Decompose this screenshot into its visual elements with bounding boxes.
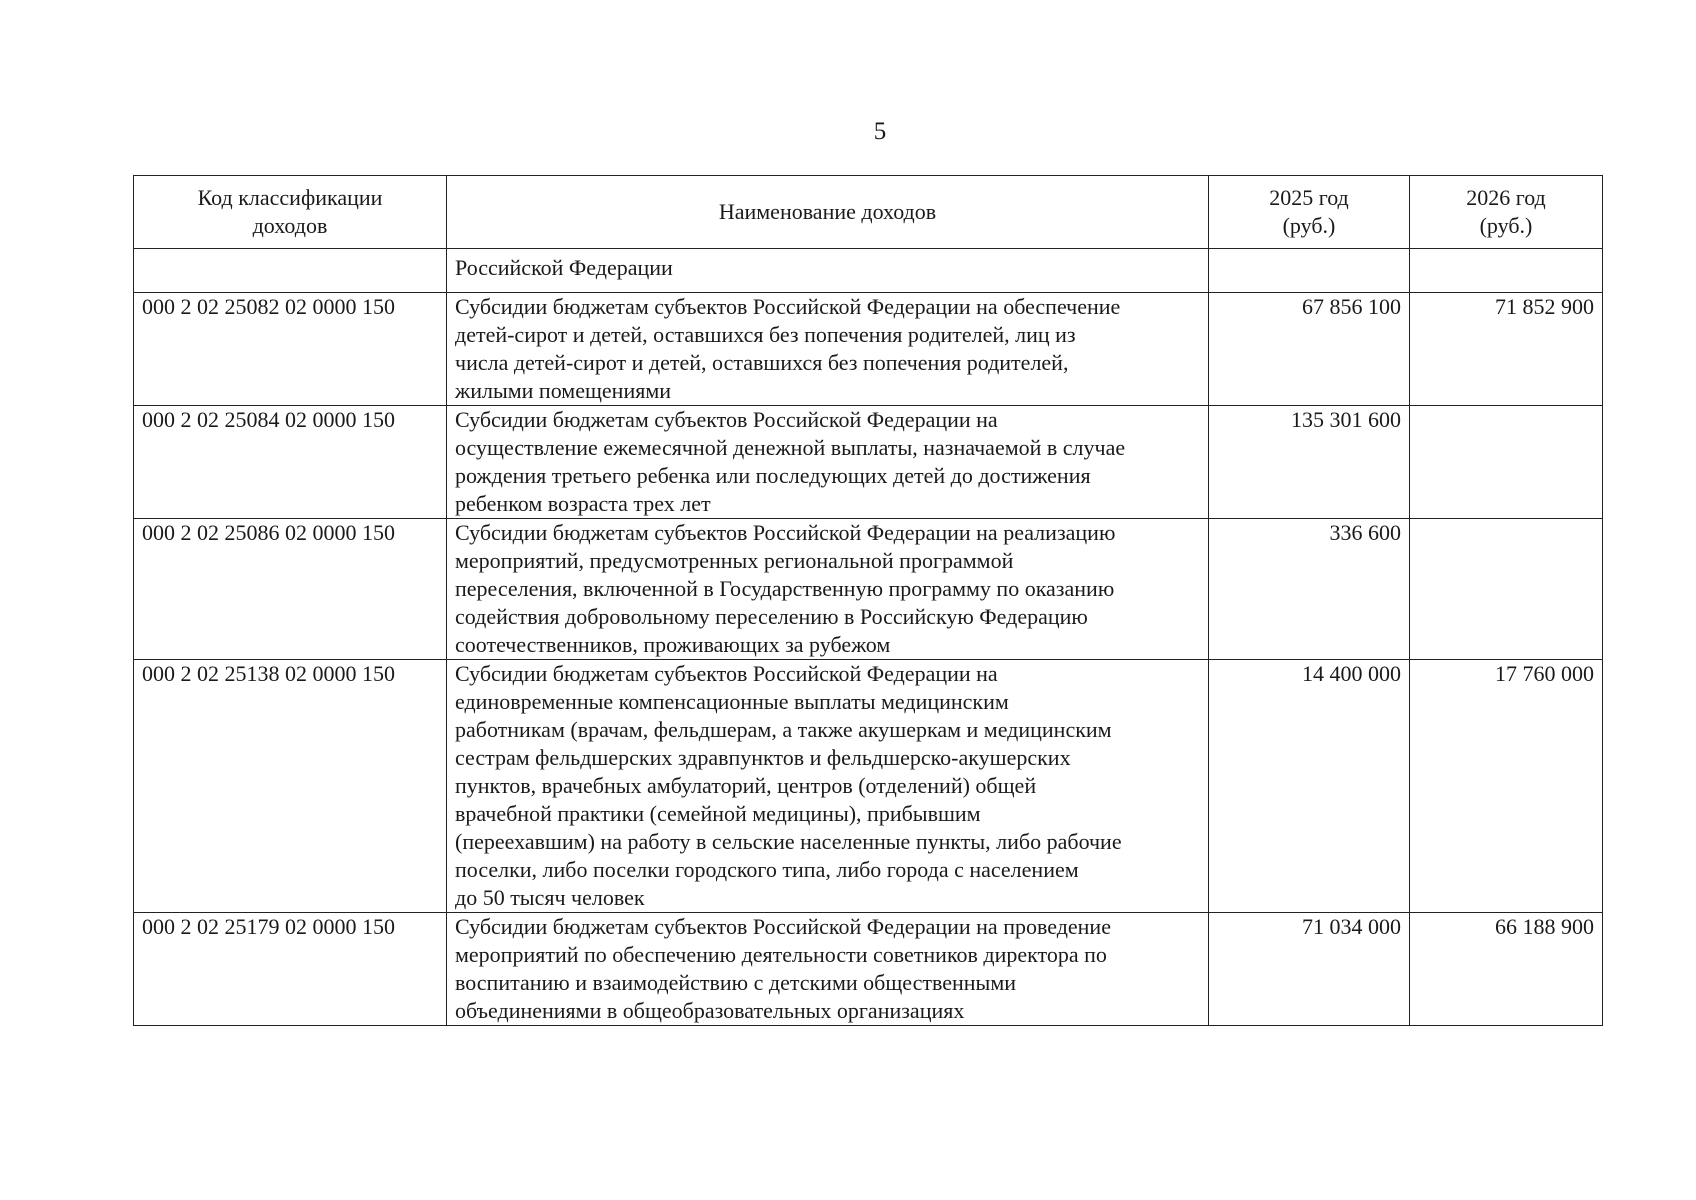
header-code (134, 176, 447, 249)
name-line: переселения, включенной в Государственную программу по оказанию (455, 576, 1115, 601)
name-line: осуществление ежемесячной денежной выплаты, назначаемой в случае (455, 435, 1126, 460)
name-line: соотечественников, проживающих за рубежом (455, 632, 891, 657)
name-line: детей-сирот и детей, оставшихся без попечения родителей, лиц из (455, 322, 1076, 347)
name-line: воспитанию и взаимодействию с детскими общественными (455, 970, 1017, 995)
name-line: объединениями в общеобразовательных организациях (455, 998, 965, 1023)
name-line: числа детей-сирот и детей, оставшихся без попечения родителей, (455, 350, 1069, 375)
name-line: до 50 тысяч человек (455, 885, 645, 910)
header-year-2025 (1209, 176, 1410, 249)
code-cell (134, 249, 447, 293)
amount-2026-cell (1410, 519, 1603, 660)
name-line: единовременные компенсационные выплаты медицинским (455, 689, 1009, 714)
name-line: Субсидии бюджетам субъектов Российской Федерации на реализацию (455, 520, 1116, 545)
amount-2026-cell (1410, 406, 1603, 519)
name-cell (447, 660, 1209, 913)
header-year-unit: (руб.) (1479, 213, 1533, 238)
amount-2025-cell: 67 856 100 (1209, 293, 1410, 406)
name-line: сестрам фельдшерских здравпунктов и фельдшерско-акушерских (455, 745, 1071, 770)
table-row-continuation (134, 249, 1603, 293)
name-cell (447, 913, 1209, 1026)
amount-2025-cell (1209, 249, 1410, 293)
name-line: рождения третьего ребенка или последующих детей до достижения (455, 463, 1091, 488)
income-table (133, 175, 1603, 1026)
table-row (134, 913, 1603, 1026)
name-line: мероприятий по обеспечению деятельности советников директора по (455, 942, 1107, 967)
code-cell: 000 2 02 25082 02 0000 150 (134, 293, 447, 406)
name-line: мероприятий, предусмотренных региональной программой (455, 548, 1014, 573)
table-row (134, 660, 1603, 913)
amount-2025-cell: 14 400 000 (1209, 660, 1410, 913)
name-line: Субсидии бюджетам субъектов Российской Федерации на проведение (455, 914, 1111, 939)
amount-2026-cell: 66 188 900 (1410, 913, 1603, 1026)
name-line: Субсидии бюджетам субъектов Российской Федерации на обеспечение (455, 294, 1121, 319)
amount-2026-cell (1410, 249, 1603, 293)
code-cell: 000 2 02 25138 02 0000 150 (134, 660, 447, 913)
name-line: (переехавшим) на работу в сельские населенные пункты, либо рабочие (455, 829, 1122, 854)
name-line: жилыми помещениями (455, 378, 672, 403)
table-row (134, 293, 1603, 406)
name-line: пунктов, врачебных амбулаторий, центров (отделений) общей (455, 773, 1037, 798)
amount-2025-cell: 336 600 (1209, 519, 1410, 660)
name-line: работникам (врачам, фельдшерам, а также акушеркам и медицинским (455, 717, 1112, 742)
code-cell: 000 2 02 25179 02 0000 150 (134, 913, 447, 1026)
name-cell (447, 519, 1209, 660)
code-cell: 000 2 02 25084 02 0000 150 (134, 406, 447, 519)
amount-2025-cell: 135 301 600 (1209, 406, 1410, 519)
header-code-line: Код классификации (197, 185, 383, 210)
header-year-2026 (1410, 176, 1603, 249)
name-line: содействия добровольному переселению в Российскую Федерацию (455, 604, 1088, 629)
code-cell: 000 2 02 25086 02 0000 150 (134, 519, 447, 660)
name-cell (447, 293, 1209, 406)
page-number: 5 (873, 118, 887, 145)
name-line: поселки, либо поселки городского типа, либо города с населением (455, 857, 1079, 882)
amount-2026-cell: 17 760 000 (1410, 660, 1603, 913)
name-line: Субсидии бюджетам субъектов Российской Федерации на (455, 661, 998, 686)
table-header-row (134, 176, 1603, 249)
amount-2025-cell: 71 034 000 (1209, 913, 1410, 1026)
header-year-label: 2025 год (1269, 185, 1349, 210)
table-row (134, 406, 1603, 519)
name-cell (447, 406, 1209, 519)
name-cell: Российской Федерации (447, 249, 1209, 293)
amount-2026-cell: 71 852 900 (1410, 293, 1603, 406)
header-code-line: доходов (252, 213, 328, 238)
header-year-unit: (руб.) (1282, 213, 1336, 238)
name-line: Субсидии бюджетам субъектов Российской Федерации на (455, 407, 998, 432)
header-name: Наименование доходов (447, 176, 1209, 249)
header-year-label: 2026 год (1466, 185, 1546, 210)
name-line: врачебной практики (семейной медицины), прибывшим (455, 801, 981, 826)
name-line: ребенком возраста трех лет (455, 491, 711, 516)
table-row (134, 519, 1603, 660)
